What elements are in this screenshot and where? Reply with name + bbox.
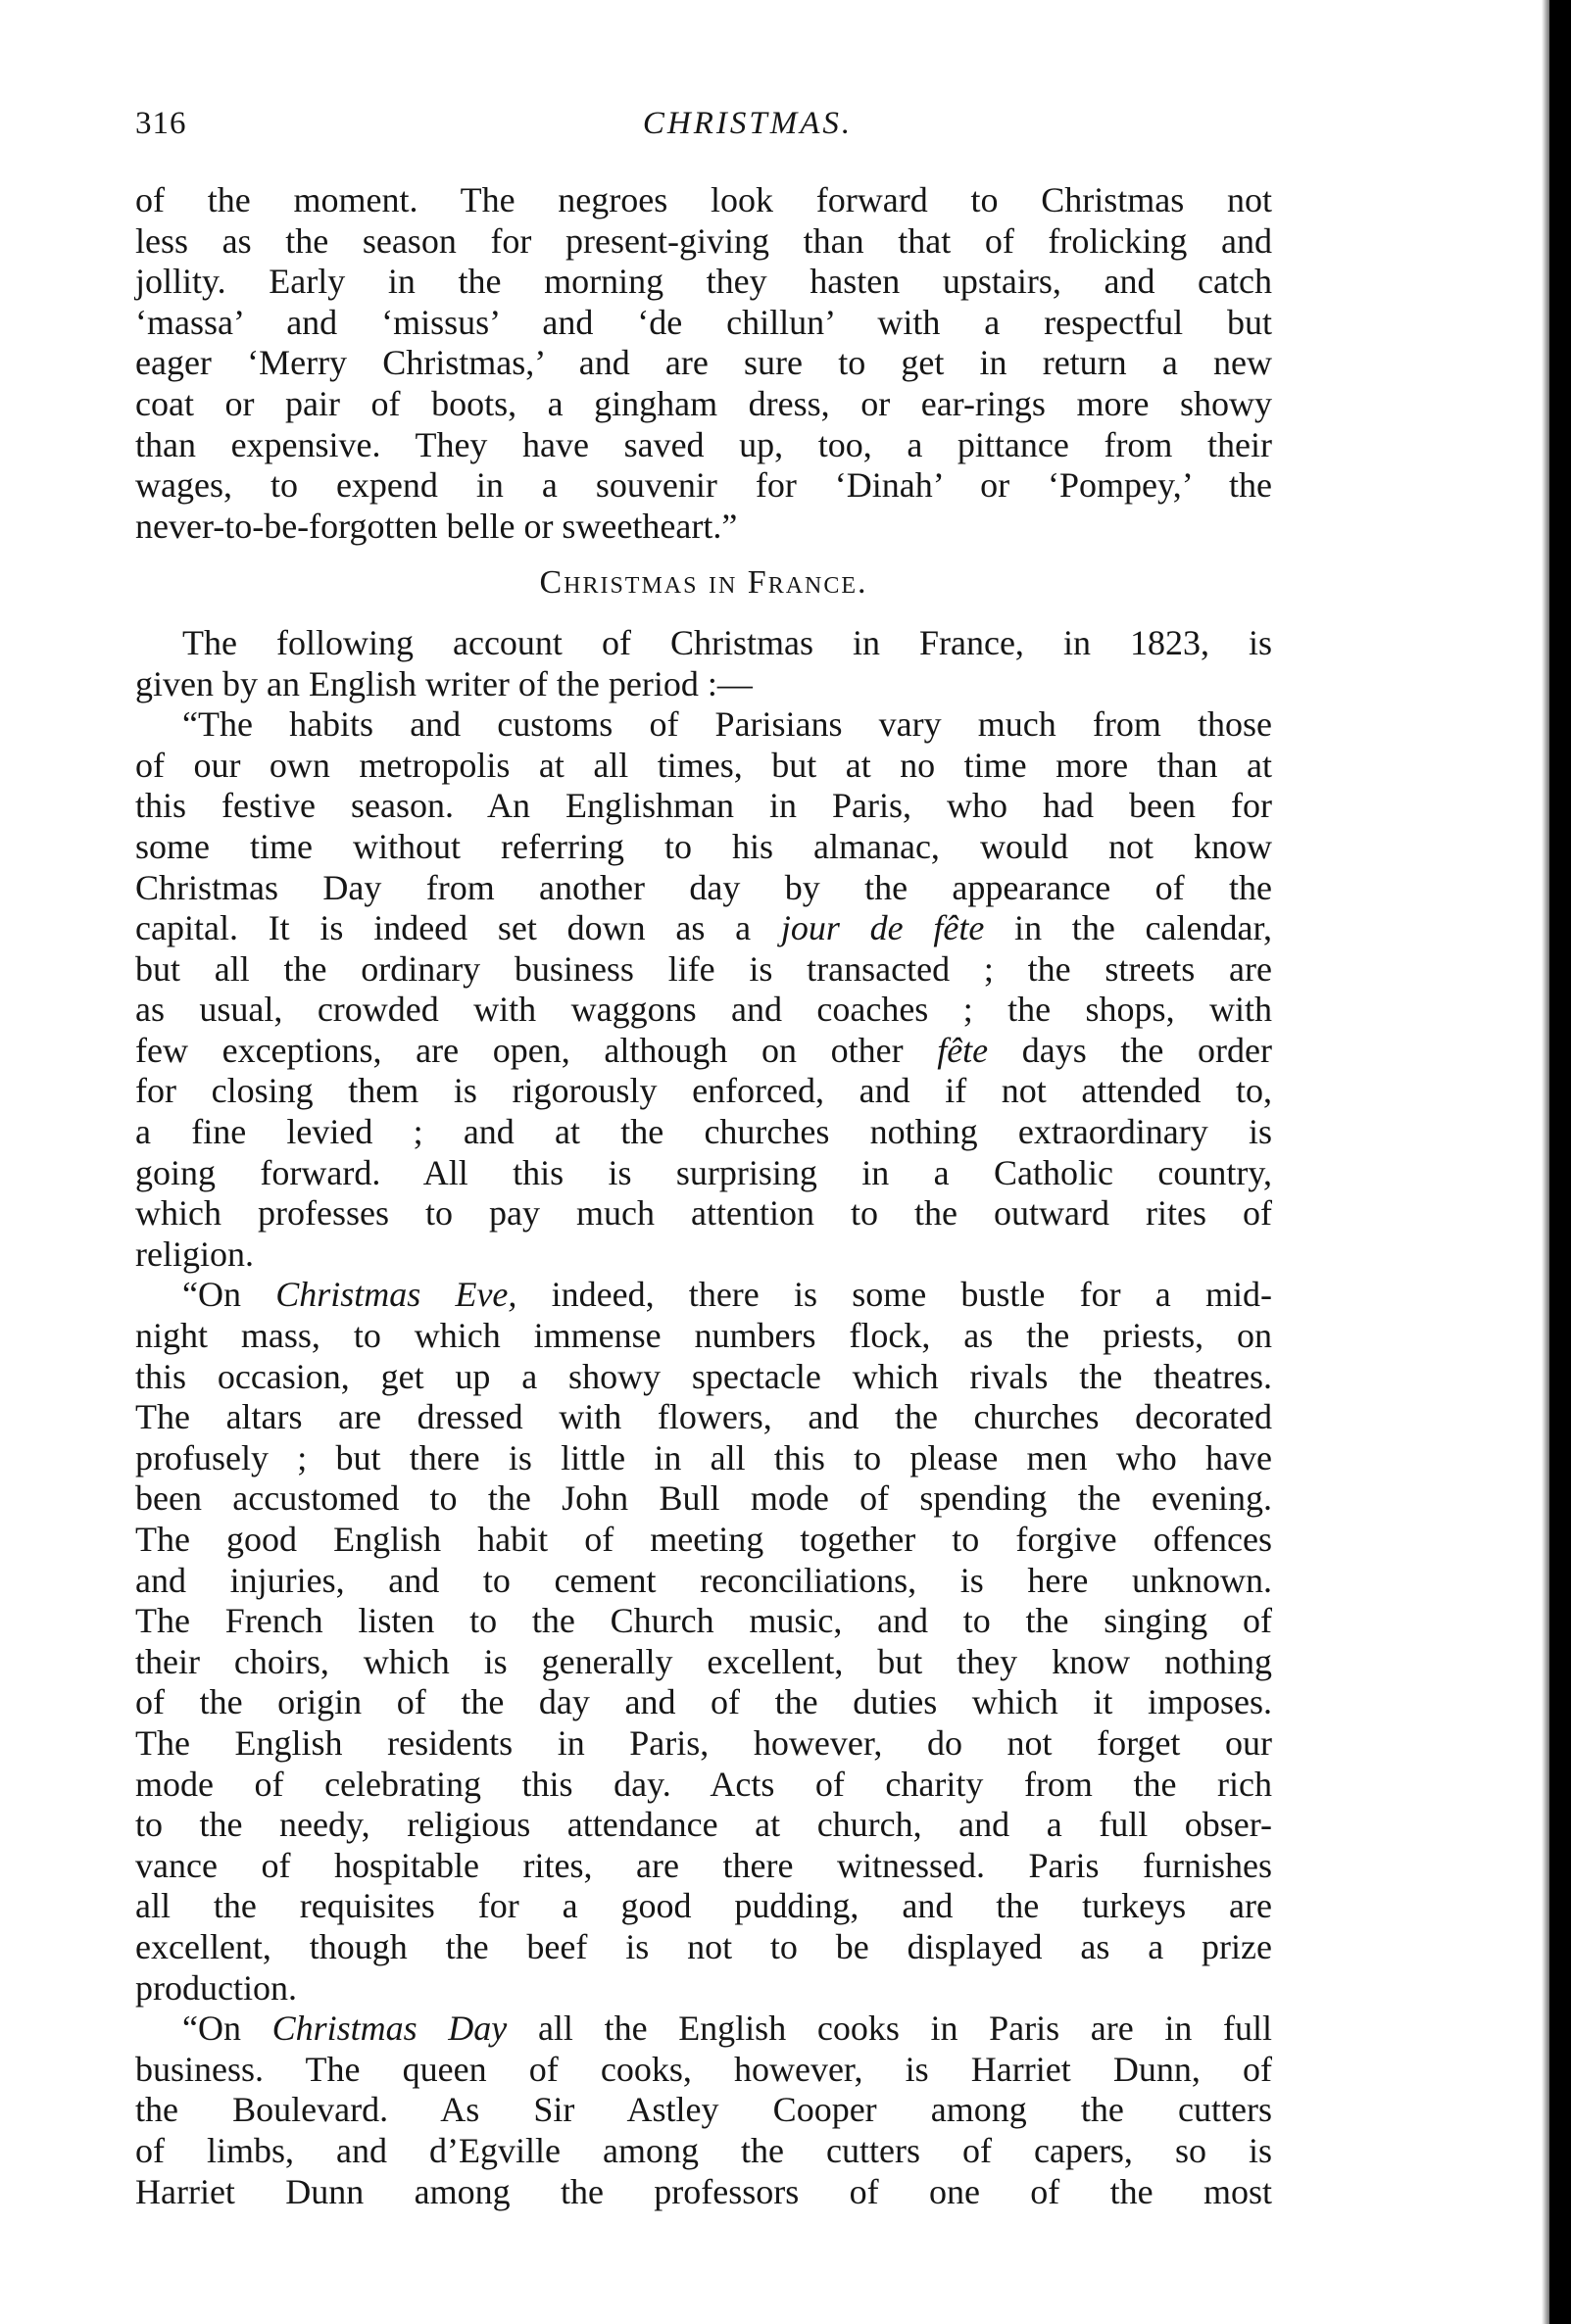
running-title: CHRISTMAS.: [642, 106, 854, 141]
text-line: this occasion, get up a showy spectacle which rivals the theatres.: [135, 1356, 1272, 1396]
text-line: their choirs, which is generally excellent, but they know nothing: [135, 1641, 1272, 1681]
text-line: as usual, crowded with waggons and coaches ; the shops, with: [135, 990, 1272, 1030]
text-run: days the order: [988, 1030, 1272, 1070]
italic-phrase: jour de fête: [780, 908, 985, 948]
text-line: ‘massa’ and ‘missus’ and ‘de chillun’ with a respectful but: [135, 302, 1272, 342]
intro-paragraph: [135, 623, 1272, 704]
text-line: The good English habit of meeting together to forgive offences: [135, 1520, 1272, 1559]
text-line: than expensive. They have saved up, too, a pittance from their: [135, 424, 1272, 464]
text-line: never-to-be-forgotten belle or sweetheart.”: [135, 506, 738, 546]
text-line: some time without referring to his almanac, would not know: [135, 826, 1272, 866]
text-line: The French listen to the Church music, and to the singing of: [135, 1601, 1272, 1641]
text-line: religion.: [135, 1234, 254, 1274]
text-run: capital. It is indeed set down as a: [135, 908, 781, 948]
body-text: [135, 180, 1272, 2212]
text-line: been accustomed to the John Bull mode of spending the evening.: [135, 1478, 1272, 1519]
text-line: The English residents in Paris, however, do not forget our: [135, 1722, 1272, 1763]
text-line: business. The queen of cooks, however, is Harriet Dunn, of: [135, 2049, 1272, 2089]
text-run: all the English cooks in Paris are in full: [507, 2009, 1272, 2049]
text-line: jollity. Early in the morning they hasten upstairs, and catch: [135, 262, 1272, 302]
text-line: night mass, to which immense numbers flock, as the priests, on: [135, 1316, 1272, 1356]
text-line: coat or pair of boots, a gingham dress, or ear-rings more showy: [135, 383, 1272, 423]
text-line: “The habits and customs of Parisians vary much from those: [182, 704, 1272, 745]
text-line: to the needy, religious attendance at church, and a full obser-: [135, 1805, 1272, 1845]
text-run: “On: [182, 1275, 276, 1315]
text-line: but all the ordinary business life is transacted ; the streets are: [135, 948, 1272, 989]
text-line: [135, 2009, 1272, 2050]
text-run: indeed, there is some bustle for a mid-: [516, 1275, 1272, 1315]
scanned-page-edge: [1542, 0, 1571, 2324]
section-heading: Christmas in France.: [539, 564, 868, 602]
quote-paragraph-2: [135, 1275, 1272, 2009]
text-line: all the requisites for a good pudding, and the turkeys are: [135, 1886, 1272, 1926]
text-line: less as the season for present-giving than that of frolicking and: [135, 220, 1272, 261]
text-line: of the origin of the day and of the duties which it imposes.: [135, 1682, 1272, 1722]
text-run: in the calendar,: [984, 908, 1273, 948]
text-line: of the moment. The negroes look forward to Christmas not: [135, 180, 1272, 219]
italic-phrase: fête: [937, 1030, 989, 1070]
text-line: this festive season. An Englishman in Paris, who had been for: [135, 786, 1272, 826]
page-number: 316: [135, 106, 187, 141]
text-line: The altars are dressed with flowers, and the churches decorated: [135, 1397, 1272, 1437]
quote-paragraph-1: [135, 704, 1272, 1275]
text-line: eager ‘Merry Christmas,’ and are sure to get in return a new: [135, 343, 1272, 383]
text-line: Christmas Day from another day by the appearance of the: [135, 867, 1272, 907]
text-line: and injuries, and to cement reconciliations, is here unknown.: [135, 1560, 1272, 1600]
text-line: [135, 908, 1272, 949]
text-line: [135, 1275, 1272, 1316]
text-line: The following account of Christmas in France, in 1823, is: [182, 622, 1272, 662]
text-line: production.: [135, 1967, 297, 2008]
continuation-paragraph: [135, 180, 1272, 547]
text-run: “On: [182, 2009, 272, 2049]
page-edge-border: [1549, 0, 1571, 2324]
text-line: the Boulevard. As Sir Astley Cooper among the cutters: [135, 2090, 1272, 2130]
text-line: Harriet Dunn among the professors of one of the most: [135, 2171, 1272, 2211]
text-line: which professes to pay much attention to the outward rites of: [135, 1193, 1272, 1234]
text-line: vance of hospitable rites, are there witnessed. Paris furnishes: [135, 1845, 1272, 1885]
text-line: for closing them is rigorously enforced, and if not attended to,: [135, 1071, 1272, 1111]
text-line: wages, to expend in a souvenir for ‘Dinah’ or ‘Pompey,’ the: [135, 465, 1272, 506]
quote-paragraph-3: [135, 2009, 1272, 2212]
page-header: [135, 106, 1272, 155]
text-run: few exceptions, are open, although on other: [135, 1030, 938, 1070]
text-line: excellent, though the beef is not to be displayed as a prize: [135, 1926, 1272, 1966]
page-edge-shadow: [1542, 0, 1549, 2324]
text-line: of our own metropolis at all times, but at no time more than at: [135, 745, 1272, 785]
italic-phrase: Christmas Day: [271, 2009, 508, 2049]
text-line: profusely ; but there is little in all this to please men who have: [135, 1437, 1272, 1477]
text-line: given by an English writer of the period :—: [135, 663, 753, 703]
italic-phrase: Christmas Eve,: [275, 1275, 517, 1315]
text-line: [135, 1031, 1272, 1072]
text-line: of limbs, and d’Egville among the cutters of capers, so is: [135, 2130, 1272, 2170]
text-line: going forward. All this is surprising in a Catholic country,: [135, 1152, 1272, 1192]
text-line: a fine levied ; and at the churches nothing extraordinary is: [135, 1112, 1272, 1152]
text-line: mode of celebrating this day. Acts of charity from the rich: [135, 1764, 1272, 1804]
